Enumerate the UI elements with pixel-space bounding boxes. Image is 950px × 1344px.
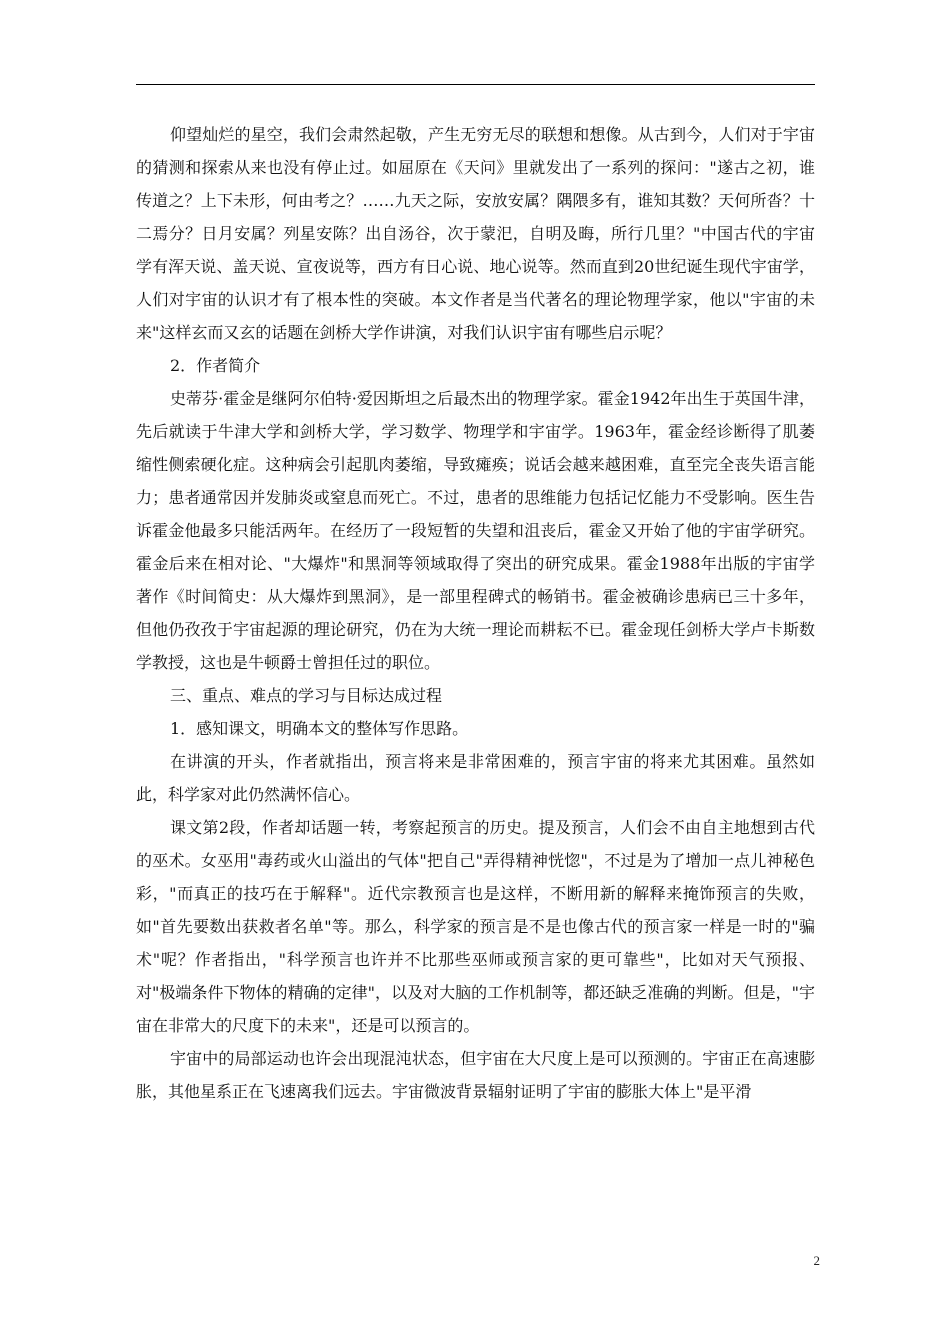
page-number: 2 (813, 1253, 820, 1268)
paragraph-author-bio: 史蒂芬·霍金是继阿尔伯特·爱因斯坦之后最杰出的物理学家。霍金1942年出生于英国牛津，先后就读于牛津大学和剑桥大学，学习数学、物理学和宇宙学。1963年，霍金经诊断得了肌萎缩性侧索硬化症。这种病会引起肌肉萎缩，导致瘫痪；说话会越来越困难，直至完全丧失语言能力；患者通常因并发肺炎或窒息而死亡。不过，患者的思维能力包括记忆能力不受影响。医生告诉霍金他最多只能活两年。在经历了一段短暂的失望和沮丧后，霍金又开始了他的宇宙学研究。霍金后来在相对论、"大爆炸"和黑洞等领域取得了突出的研究成果。霍金1988年出版的宇宙学著作《时间简史：从大爆炸到黑洞》，是一部里程碑式的畅销书。霍金被确诊患病已三十多年，但他仍孜孜于宇宙起源的理论研究，仍在为大统一理论而耕耘不已。霍金现任剑桥大学卢卡斯数学教授，这也是牛顿爵士曾担任过的职位。 (136, 389, 815, 672)
paragraph-prediction-history: 课文第2段，作者却话题一转，考察起预言的历史。提及预言，人们会不由自主地想到古代的巫术。女巫用"毒药或火山溢出的气体"把自己"弄得精神恍惚"，不过是为了增加一点儿神秘色彩，"而真正的技巧在于解释"。近代宗教预言也是这样，不断用新的解释来掩饰预言的失败，如"首先要数出获救者名单"等。那么，科学家的预言是不是也像古代的预言家一样是一时的"骗术"呢？作者指出，"科学预言也许并不比那些巫师或预言家的更可靠些"，比如对天气预报、对"极端条件下物体的精确的定律"，以及对大脑的工作机制等，都还缺乏准确的判断。但是，"宇宙在非常大的尺度下的未来"，还是可以预言的。 (136, 818, 815, 1035)
subsection-heading-structure: 1．感知课文，明确本文的整体写作思路。 (170, 719, 469, 738)
paragraph-intro: 仰望灿烂的星空，我们会肃然起敬，产生无穷无尽的联想和想像。从古到今，人们对于宇宙的猜测和探索从来也没有停止过。如屈原在《天问》里就发出了一系列的探问："遂古之初，谁传道之？上下未形，何由考之？……九天之际，安放安属？隅隈多有，谁知其数？天何所沓？十二焉分？日月安属？列星安陈？出自汤谷，次于蒙汜，自明及晦，所行几里？"中国古代的宇宙学有浑天说、盖天说、宣夜说等，西方有日心说、地心说等。然而直到20世纪诞生现代宇宙学，人们对宇宙的认识才有了根本性的突破。本文作者是当代著名的理论物理学家，他以"宇宙的未来"这样玄而又玄的话题在剑桥大学作讲演，对我们认识宇宙有哪些启示呢？ (136, 125, 815, 342)
paragraph-opening: 在讲演的开头，作者就指出，预言将来是非常困难的，预言宇宙的将来尤其困难。虽然如此，科学家对此仍然满怀信心。 (136, 752, 815, 804)
section-heading-author-intro: 2．作者简介 (170, 356, 261, 375)
section-heading-key-points: 三、重点、难点的学习与目标达成过程 (170, 686, 443, 705)
paragraph-universe-expansion: 宇宙中的局部运动也许会出现混沌状态，但宇宙在大尺度上是可以预测的。宇宙正在高速膨胀，其他星系正在飞速离我们远去。宇宙微波背景辐射证明了宇宙的膨胀大体上"是平滑 (136, 1049, 815, 1101)
header-rule (136, 84, 815, 85)
document-body (136, 118, 815, 1108)
